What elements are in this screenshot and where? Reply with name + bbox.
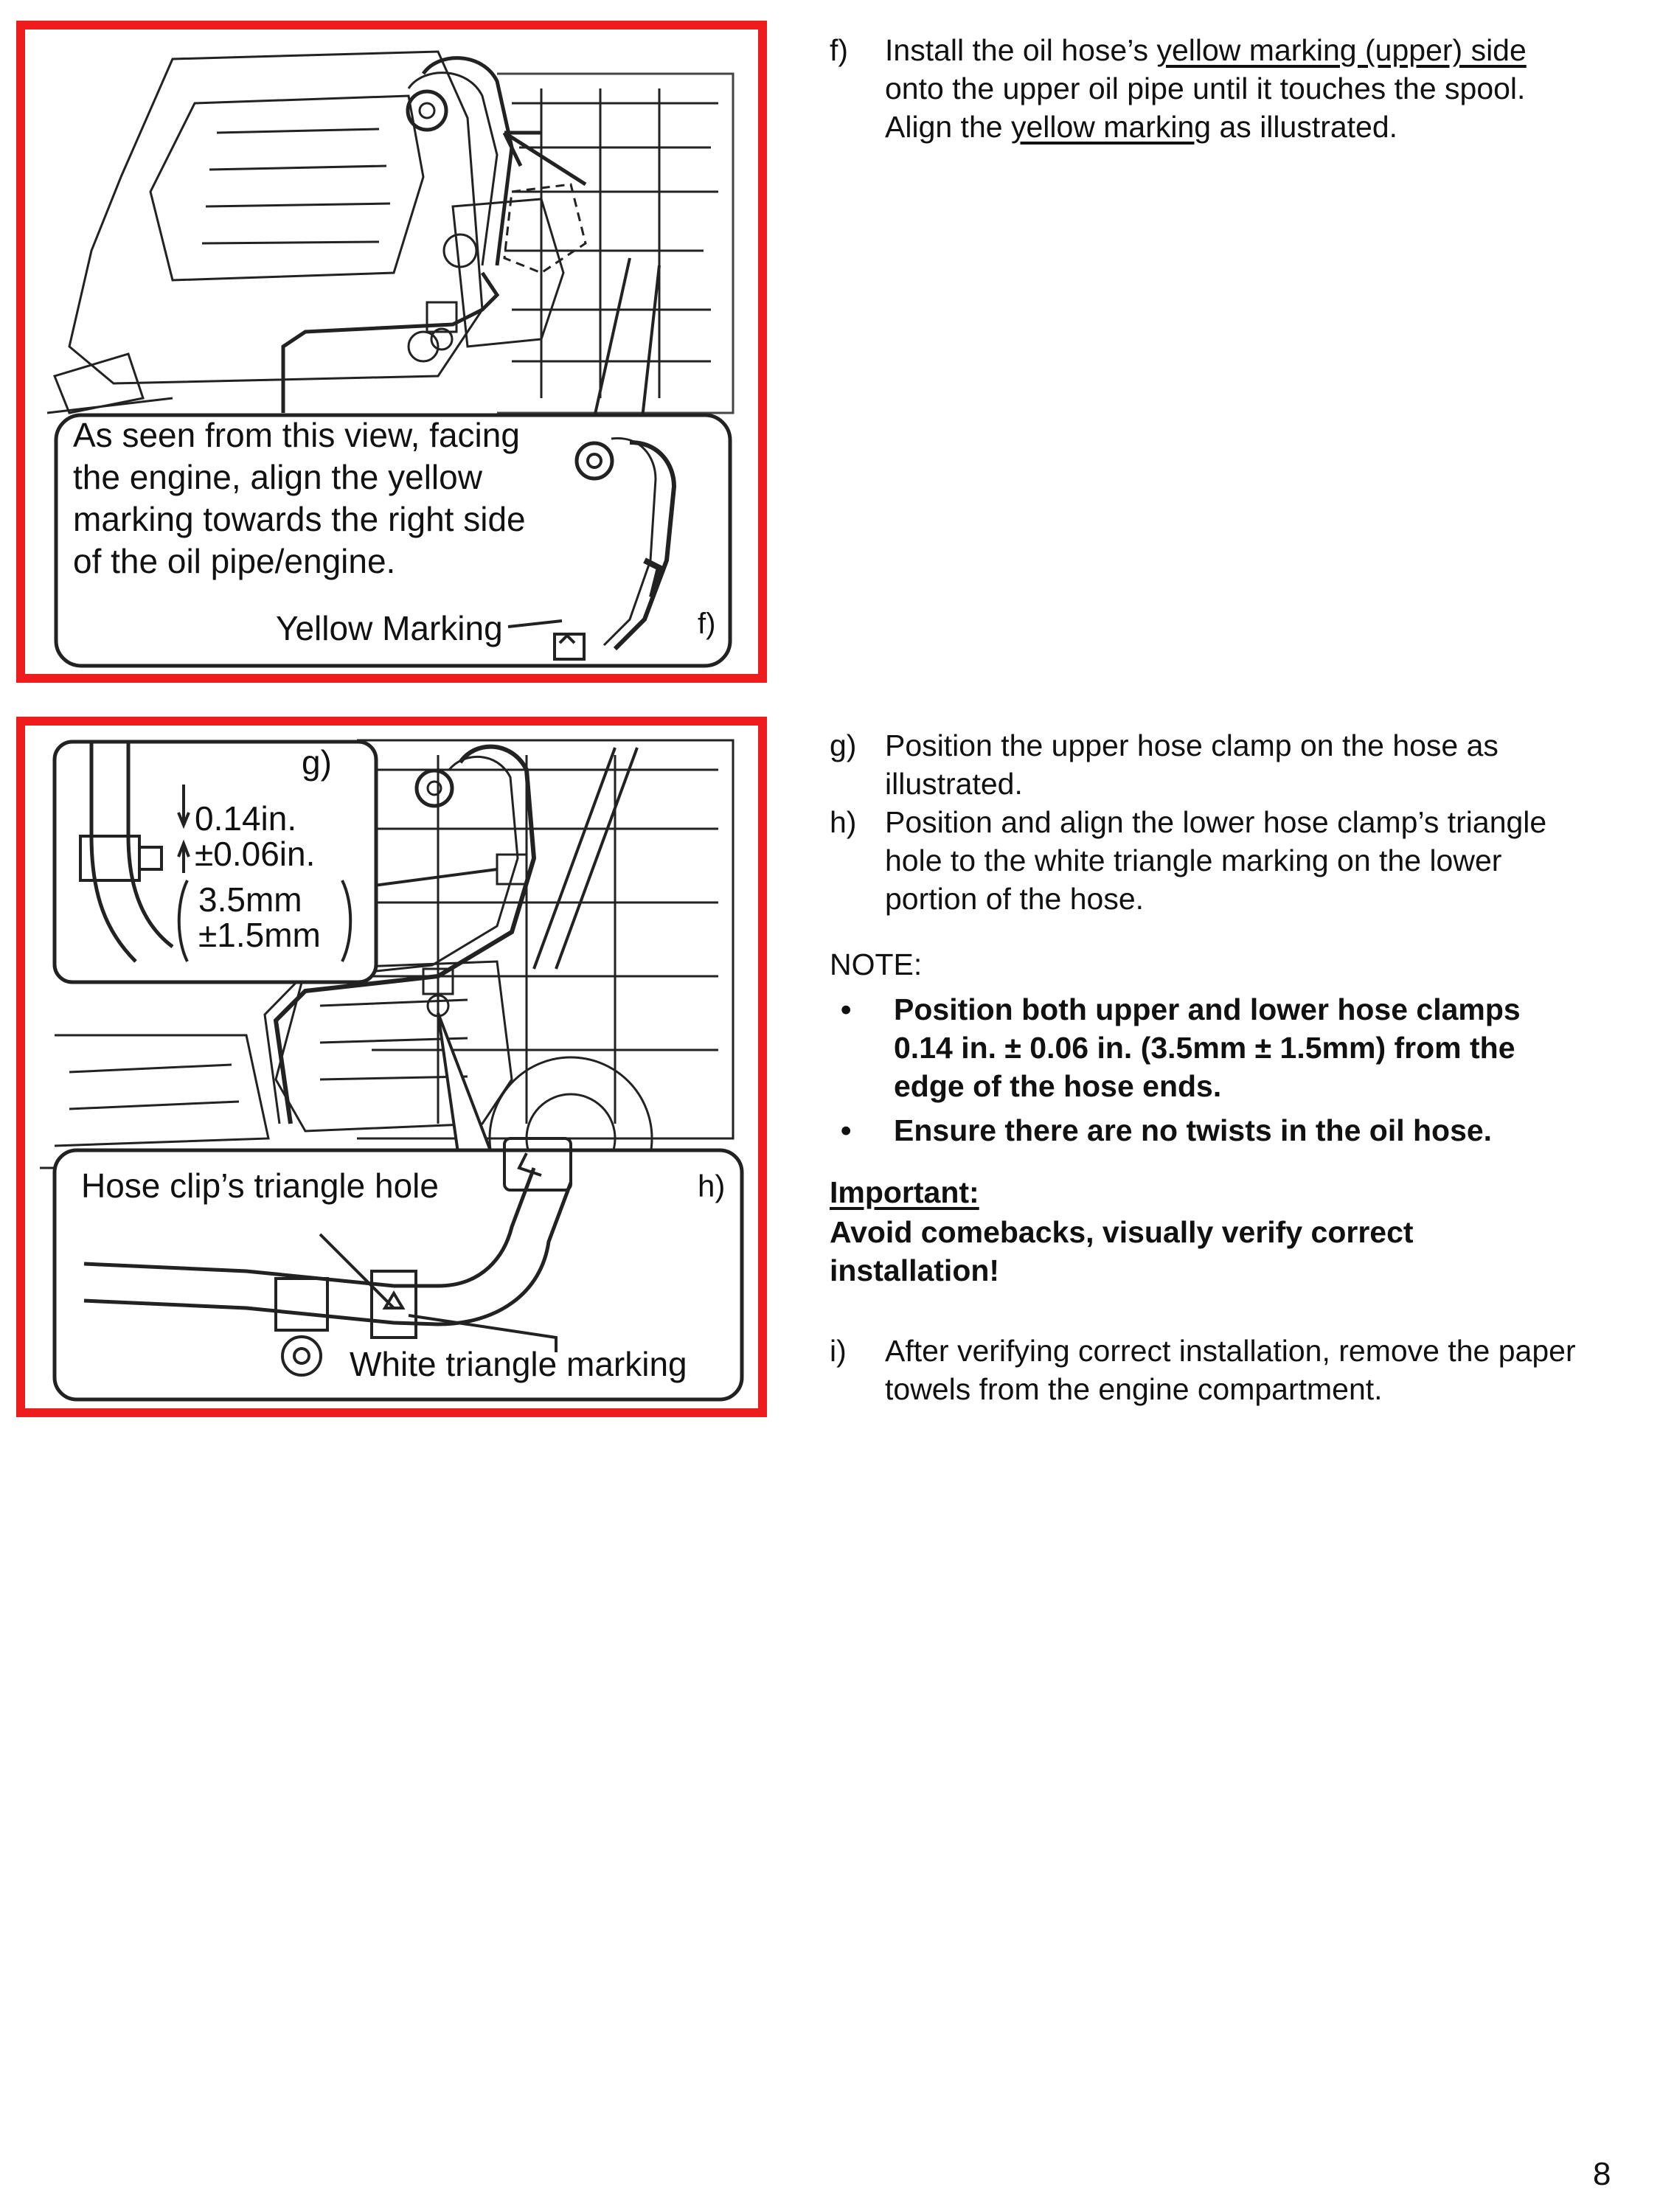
step-text-line: illustrated. [885,767,1023,801]
figure-f-yellow-marking [16,21,767,683]
bullet-dot: • [841,992,852,1026]
step-text-fragment: Align the [885,110,1011,144]
page-number: 8 [1593,2156,1611,2192]
step-text-line: Position and align the lower hose clamp’s triangle [885,805,1547,839]
step-label: g) [830,728,857,762]
figure-step-label-g: g) [302,743,332,782]
hose-clip-triangle-hole-label: Hose clip’s triangle hole [81,1166,439,1205]
callout-line: As seen from this view, facing [73,416,520,454]
dimension-mm-tolerance: ±1.5mm [198,916,321,954]
step-text-line: portion of the hose. [885,882,1145,916]
dimension-inches-value: 0.14in. [195,799,297,838]
important-text [830,1213,1493,1290]
callout-line: of the oil pipe/engine. [73,542,396,580]
important-line: Avoid comebacks, visually verify correct [830,1215,1414,1249]
step-text [885,1332,1660,1408]
step-text [885,726,1652,803]
step-label: i) [830,1334,847,1368]
bullet-line: 0.14 in. ± 0.06 in. (3.5mm ± 1.5mm) from the [894,1031,1515,1065]
important-heading: Important: [830,1175,979,1209]
step-label: f) [830,33,849,67]
step-text-fragment: Install the oil hose’s [885,33,1157,67]
bullet-line: edge of the hose ends. [894,1069,1222,1103]
bullet-text: Ensure there are no twists in the oil hose. [894,1113,1493,1147]
callout-line: marking towards the right side [73,500,526,538]
bullet-line: Position both upper and lower hose clamps [894,992,1521,1026]
yellow-marking-label: Yellow Marking [276,609,503,647]
figure-step-label-f: f) [698,608,716,640]
step-text-line: After verifying correct installation, remove the paper [885,1334,1576,1368]
step-label: h) [830,805,857,839]
dimension-inches-tolerance: ±0.06in. [195,835,316,873]
step-text-line: Position the upper hose clamp on the hose as [885,728,1498,762]
figure-gh-hose-clamps [16,717,767,1417]
note-heading: NOTE: [830,947,923,981]
bullet-dot: • [841,1113,852,1147]
step-text [885,31,1652,146]
step-text-line: towels from the engine compartment. [885,1372,1383,1406]
underlined-text: yellow marking [1010,110,1212,144]
step-text-line: hole to the white triangle marking on the lower [885,844,1502,877]
step-text-line: onto the upper oil pipe until it touches the spool. [885,72,1526,105]
step-text [885,803,1652,918]
underlined-text: yellow marking (upper) side [1156,33,1527,67]
callout-line: the engine, align the yellow [73,458,482,496]
callout-text-f [73,414,526,582]
figure-step-label-h: h) [698,1169,726,1203]
bullet-text [894,990,1631,1105]
white-triangle-marking-label: White triangle marking [350,1345,687,1383]
step-text-fragment: as illustrated. [1211,110,1398,144]
engine-illustration-gh [25,726,758,1408]
important-line: installation! [830,1253,1000,1287]
dimension-mm-value: 3.5mm [198,880,302,919]
